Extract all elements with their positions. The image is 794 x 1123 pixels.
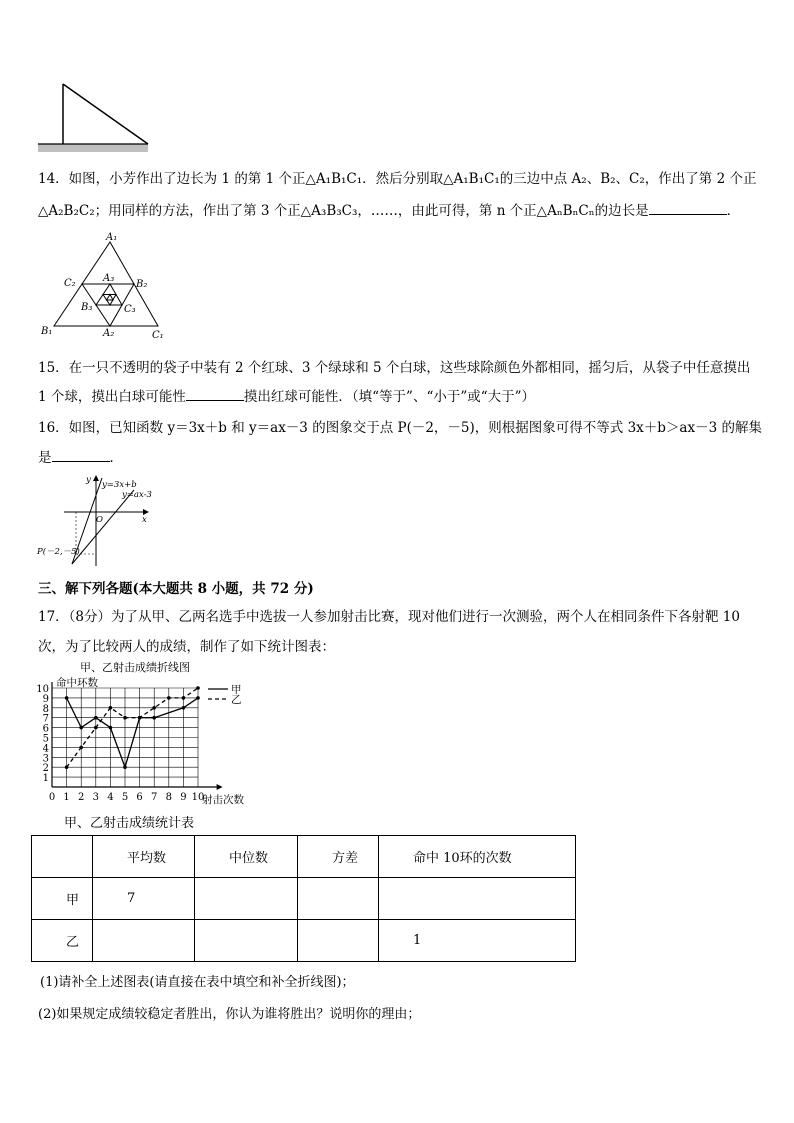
q17-sub2: (2)如果规定成绩较稳定者胜出，你认为谁将胜出？说明你的理由； bbox=[38, 1007, 421, 1022]
y-tick-label: 5 bbox=[42, 733, 49, 745]
x-tick-label: 3 bbox=[92, 792, 99, 803]
q17-line1: 17．（8分）为了从甲、乙两名选手中选拔一人参加射击比赛，现对他们进行一次测验，两个人在相同条件下各射靶 10 bbox=[38, 609, 740, 625]
table-row bbox=[32, 920, 576, 962]
data-point bbox=[109, 726, 113, 730]
data-point bbox=[123, 716, 127, 720]
data-point bbox=[94, 726, 98, 730]
line2-label: y=ax-3 bbox=[122, 490, 152, 500]
y-tick-label: 6 bbox=[42, 723, 49, 735]
data-point bbox=[152, 706, 156, 710]
x-tick-label: 0 bbox=[48, 792, 56, 803]
q16-line2-end: ． bbox=[109, 450, 123, 466]
table-cell[interactable] bbox=[93, 920, 195, 962]
data-point bbox=[109, 706, 113, 710]
table-caption: 甲、乙射击成绩统计表 bbox=[64, 816, 195, 831]
x-axis-label: x bbox=[142, 515, 147, 525]
data-point bbox=[79, 726, 83, 730]
x-tick-label: 8 bbox=[165, 792, 172, 803]
data-point bbox=[94, 716, 98, 720]
q14-line2-end: ． bbox=[726, 203, 741, 219]
shooting-line-chart bbox=[36, 672, 276, 806]
data-point bbox=[138, 716, 142, 720]
table-header-row bbox=[32, 836, 576, 878]
point-P-label: P(－2,－5) bbox=[37, 547, 80, 557]
y-tick-label: 9 bbox=[42, 693, 49, 705]
row-label: 甲 bbox=[32, 878, 93, 920]
y-tick-label: 4 bbox=[42, 743, 49, 755]
q14-line1: 14．如图，小芳作出了边长为 1 的第 1 个正△A₁B₁C₁．然后分别取△A₁B₁C₁的三边中点 A₂、B₂、C₂，作出了第 2 个正 bbox=[38, 171, 757, 187]
q16-answer-blank[interactable] bbox=[52, 461, 110, 462]
data-point bbox=[196, 696, 200, 700]
chart-title: 甲、乙射击成绩折线图 bbox=[80, 661, 190, 674]
x-tick-label: 2 bbox=[78, 792, 85, 803]
y-axis-title: 命中环数 bbox=[56, 677, 98, 689]
x-tick-label: 1 bbox=[63, 792, 70, 803]
triangle-5 bbox=[107, 295, 114, 301]
series-line-0 bbox=[67, 698, 198, 767]
header-cell: 命中 10环的次数 bbox=[379, 836, 576, 878]
q16-function-graph bbox=[36, 470, 174, 570]
data-point bbox=[182, 706, 186, 710]
label-B1: B₁ bbox=[41, 326, 53, 337]
data-point bbox=[182, 696, 186, 700]
header-cell: 方差 bbox=[298, 836, 379, 878]
data-point bbox=[123, 765, 127, 769]
top-triangle-figure bbox=[36, 80, 156, 156]
x-axis-arrow bbox=[217, 784, 223, 790]
y-tick-label: 1 bbox=[42, 773, 49, 785]
x-tick-label: 9 bbox=[180, 792, 187, 803]
nested-triangles-figure bbox=[36, 230, 170, 342]
table-cell[interactable]: 1 bbox=[379, 920, 576, 962]
label-C2: C₂ bbox=[64, 278, 76, 289]
data-point bbox=[65, 696, 69, 700]
x-tick-label: 5 bbox=[121, 792, 129, 803]
table-cell[interactable] bbox=[195, 920, 298, 962]
label-A3: A₃ bbox=[103, 273, 115, 284]
x-tick-label: 6 bbox=[136, 792, 143, 803]
data-point bbox=[167, 696, 171, 700]
q16-line2a: 是 bbox=[38, 450, 52, 466]
table-row bbox=[32, 878, 576, 920]
line-ax-minus-3 bbox=[72, 490, 134, 564]
y-tick-label: 8 bbox=[42, 703, 49, 715]
label-C1: C₁ bbox=[152, 330, 164, 341]
q17-sub1: (1)请补全上述图表(请直接在表中填空和补全折线图)； bbox=[40, 975, 355, 990]
table-cell[interactable]: 7 bbox=[93, 878, 195, 920]
data-point bbox=[152, 716, 156, 720]
label-A1: A₁ bbox=[106, 232, 118, 243]
label-A2: A₂ bbox=[103, 328, 115, 339]
legend-label: 乙 bbox=[231, 694, 242, 706]
y-axis-label: y bbox=[86, 475, 91, 485]
table-cell[interactable] bbox=[379, 878, 576, 920]
ground-hatch bbox=[38, 144, 148, 152]
y-tick-label: 2 bbox=[42, 763, 49, 775]
slant-side bbox=[63, 84, 148, 144]
origin-label: O bbox=[96, 515, 103, 525]
chart-grid bbox=[52, 688, 198, 787]
q14-line2-text: △A₂B₂C₂；用同样的方法，作出了第 3 个正△A₃B₃C₃，……，由此可得，第 n 个正△AₙBₙCₙ的边长是 bbox=[38, 203, 649, 219]
label-C3: C₃ bbox=[124, 304, 136, 315]
data-point bbox=[196, 686, 200, 690]
header-cell bbox=[32, 836, 93, 878]
q15-line1: 15．在一只不透明的袋子中装有 2 个红球、3 个绿球和 5 个白球，这些球除颜色外都相同，摇匀后，从袋子中任意摸出 bbox=[38, 360, 751, 376]
q15-line2 bbox=[38, 385, 535, 405]
x-axis-title: 射击次数 bbox=[202, 794, 244, 806]
q17-line2: 次，为了比较两人的成绩，制作了如下统计图表： bbox=[38, 639, 335, 655]
x-tick-label: 4 bbox=[107, 792, 114, 803]
header-cell: 平均数 bbox=[93, 836, 195, 878]
table-cell[interactable] bbox=[195, 878, 298, 920]
q14-line2 bbox=[38, 199, 740, 219]
q16-line2 bbox=[38, 446, 123, 466]
table-cell[interactable] bbox=[298, 878, 379, 920]
y-tick-label: 3 bbox=[42, 753, 49, 765]
row-label: 乙 bbox=[32, 920, 93, 962]
header-cell: 中位数 bbox=[195, 836, 298, 878]
data-point bbox=[65, 765, 69, 769]
label-B2: B₂ bbox=[136, 279, 148, 290]
legend-label: 甲 bbox=[231, 684, 242, 696]
stats-table bbox=[31, 835, 576, 962]
q14-answer-blank[interactable] bbox=[649, 214, 727, 215]
line1-label: y=3x+b bbox=[102, 480, 137, 490]
label-B3: B₃ bbox=[81, 302, 93, 313]
q16-line1: 16．如图，已知函数 y＝3x＋b 和 y＝ax－3 的图象交于点 P(－2，－5)，则根据图象可得不等式 3x＋b＞ax－3 的解集 bbox=[38, 420, 762, 436]
data-point bbox=[79, 746, 83, 750]
q15-line2b: 摸出红球可能性．（填“等于”、“小于”或“大于”） bbox=[243, 389, 536, 405]
x-tick-label: 7 bbox=[151, 792, 158, 803]
x-tick-label: 10 bbox=[191, 792, 205, 803]
section3-title: 三、解下列各题(本大题共 8 小题，共 72 分) bbox=[38, 581, 314, 597]
q15-line2a: 1 个球，摸出白球可能性 bbox=[38, 389, 186, 405]
y-tick-label: 10 bbox=[36, 684, 49, 695]
y-tick-label: 7 bbox=[42, 713, 49, 725]
q15-answer-blank[interactable] bbox=[186, 400, 244, 401]
table-cell[interactable] bbox=[298, 920, 379, 962]
